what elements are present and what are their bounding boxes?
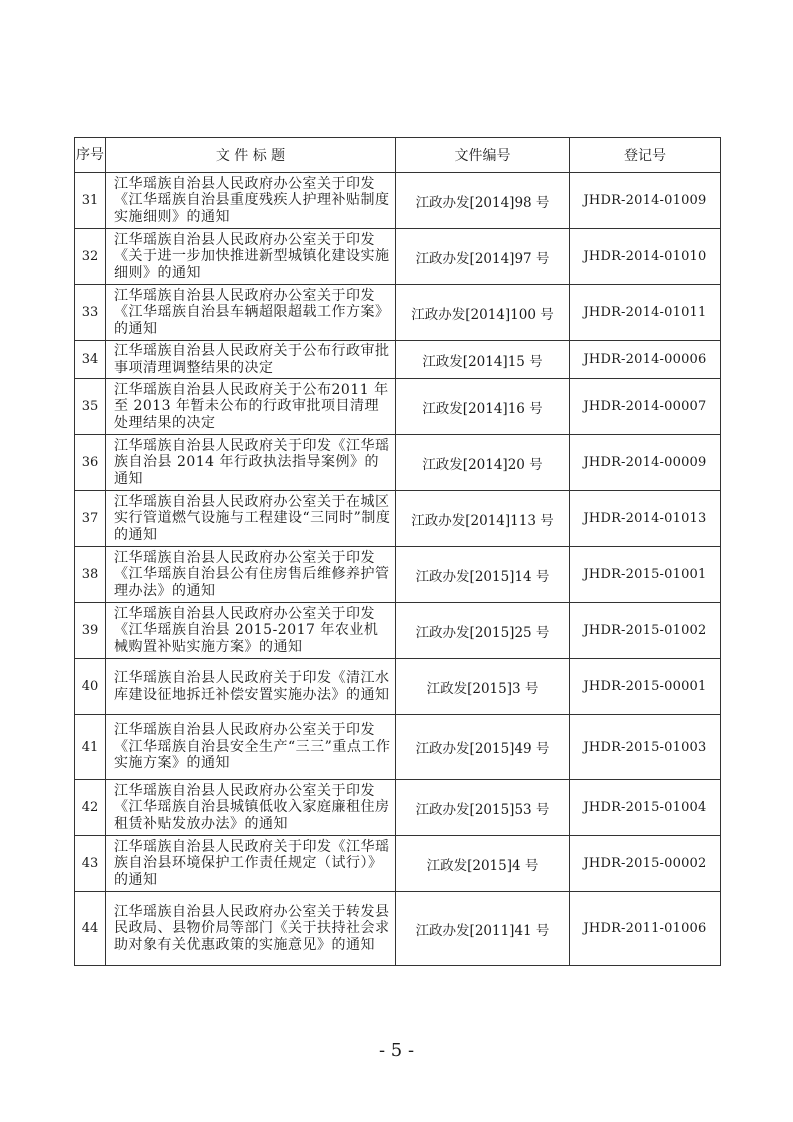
table-row [75,491,721,547]
table-row [75,780,721,836]
table-body [75,173,721,966]
row-no: 42 [75,780,106,836]
row-doc-number: 江政办发[2015]53 号 [396,780,570,836]
header-doc-number: 文件编号 [396,138,570,173]
row-doc-number: 江政办发[2014]98 号 [396,173,570,229]
table-row [75,341,721,379]
row-no: 41 [75,715,106,780]
row-no: 37 [75,491,106,547]
row-reg-number: JHDR-2011-01006 [570,892,721,966]
page-number: - 5 - [378,1040,415,1061]
row-reg-number: JHDR-2015-01003 [570,715,721,780]
row-reg-number: JHDR-2014-00006 [570,341,721,379]
header-no: 序号 [75,138,106,173]
row-doc-number: 江政办发[2015]49 号 [396,715,570,780]
row-doc-number: 江政发[2014]16 号 [396,379,570,435]
row-title: 江华瑶族自治县人民政府关于印发《江华瑶族自治县 2014 年行政执法指导案例》的通知 [106,435,396,491]
table-row [75,435,721,491]
row-reg-number: JHDR-2015-01001 [570,547,721,603]
row-doc-number: 江政办发[2015]14 号 [396,547,570,603]
row-no: 36 [75,435,106,491]
row-no: 44 [75,892,106,966]
row-no: 40 [75,659,106,715]
table-row [75,836,721,892]
header-reg-number: 登记号 [570,138,721,173]
document-table [74,137,721,966]
table-row [75,173,721,229]
row-doc-number: 江政发[2014]15 号 [396,341,570,379]
row-doc-number: 江政发[2015]3 号 [396,659,570,715]
row-no: 33 [75,285,106,341]
row-reg-number: JHDR-2014-00007 [570,379,721,435]
row-doc-number: 江政办发[2014]100 号 [396,285,570,341]
row-doc-number: 江政办发[2011]41 号 [396,892,570,966]
row-title: 江华瑶族自治县人民政府办公室关于印发《江华瑶族自治县安全生产“三三”重点工作实施方案》的通知 [106,715,396,780]
table-header-row [75,138,721,173]
table-row [75,659,721,715]
row-doc-number: 江政办发[2014]97 号 [396,229,570,285]
row-no: 39 [75,603,106,659]
table-row [75,547,721,603]
row-no: 43 [75,836,106,892]
row-reg-number: JHDR-2014-01009 [570,173,721,229]
row-reg-number: JHDR-2014-01013 [570,491,721,547]
row-title: 江华瑶族自治县人民政府办公室关于印发《江华瑶族自治县重度残疾人护理补贴制度实施细则》的通知 [106,173,396,229]
row-title: 江华瑶族自治县人民政府办公室关于印发《关于进一步加快推进新型城镇化建设实施细则》的通知 [106,229,396,285]
table-row [75,603,721,659]
row-doc-number: 江政发[2014]20 号 [396,435,570,491]
row-title: 江华瑶族自治县人民政府办公室关于印发《江华瑶族自治县 2015-2017 年农业机械购置补贴实施方案》的通知 [106,603,396,659]
row-title: 江华瑶族自治县人民政府办公室关于印发《江华瑶族自治县车辆超限超载工作方案》的通知 [106,285,396,341]
table-row [75,892,721,966]
row-title: 江华瑶族自治县人民政府办公室关于印发《江华瑶族自治县城镇低收入家庭廉租住房租赁补贴发放办法》的通知 [106,780,396,836]
row-title: 江华瑶族自治县人民政府关于公布2011 年至 2013 年暂未公布的行政审批项目清理处理结果的决定 [106,379,396,435]
row-no: 35 [75,379,106,435]
row-reg-number: JHDR-2015-00002 [570,836,721,892]
table-row [75,285,721,341]
row-title: 江华瑶族自治县人民政府办公室关于转发县民政局、县物价局等部门《关于扶持社会求助对象有关优惠政策的实施意见》的通知 [106,892,396,966]
table-row [75,229,721,285]
row-reg-number: JHDR-2014-00009 [570,435,721,491]
row-title: 江华瑶族自治县人民政府关于印发《江华瑶族自治县环境保护工作责任规定（试行）》的通知 [106,836,396,892]
row-title: 江华瑶族自治县人民政府关于印发《清江水库建设征地拆迁补偿安置实施办法》的通知 [106,659,396,715]
row-doc-number: 江政发[2015]4 号 [396,836,570,892]
row-no: 38 [75,547,106,603]
row-doc-number: 江政办发[2015]25 号 [396,603,570,659]
row-reg-number: JHDR-2015-00001 [570,659,721,715]
row-reg-number: JHDR-2015-01004 [570,780,721,836]
row-no: 32 [75,229,106,285]
row-reg-number: JHDR-2015-01002 [570,603,721,659]
table-row [75,715,721,780]
row-title: 江华瑶族自治县人民政府办公室关于印发《江华瑶族自治县公有住房售后维修养护管理办法》的通知 [106,547,396,603]
row-no: 31 [75,173,106,229]
row-doc-number: 江政办发[2014]113 号 [396,491,570,547]
row-title: 江华瑶族自治县人民政府关于公布行政审批事项清理调整结果的决定 [106,341,396,379]
row-no: 34 [75,341,106,379]
table-row [75,379,721,435]
row-title: 江华瑶族自治县人民政府办公室关于在城区实行管道燃气设施与工程建设“三同时”制度的通知 [106,491,396,547]
row-reg-number: JHDR-2014-01011 [570,285,721,341]
row-reg-number: JHDR-2014-01010 [570,229,721,285]
header-title: 文 件 标 题 [106,138,396,173]
